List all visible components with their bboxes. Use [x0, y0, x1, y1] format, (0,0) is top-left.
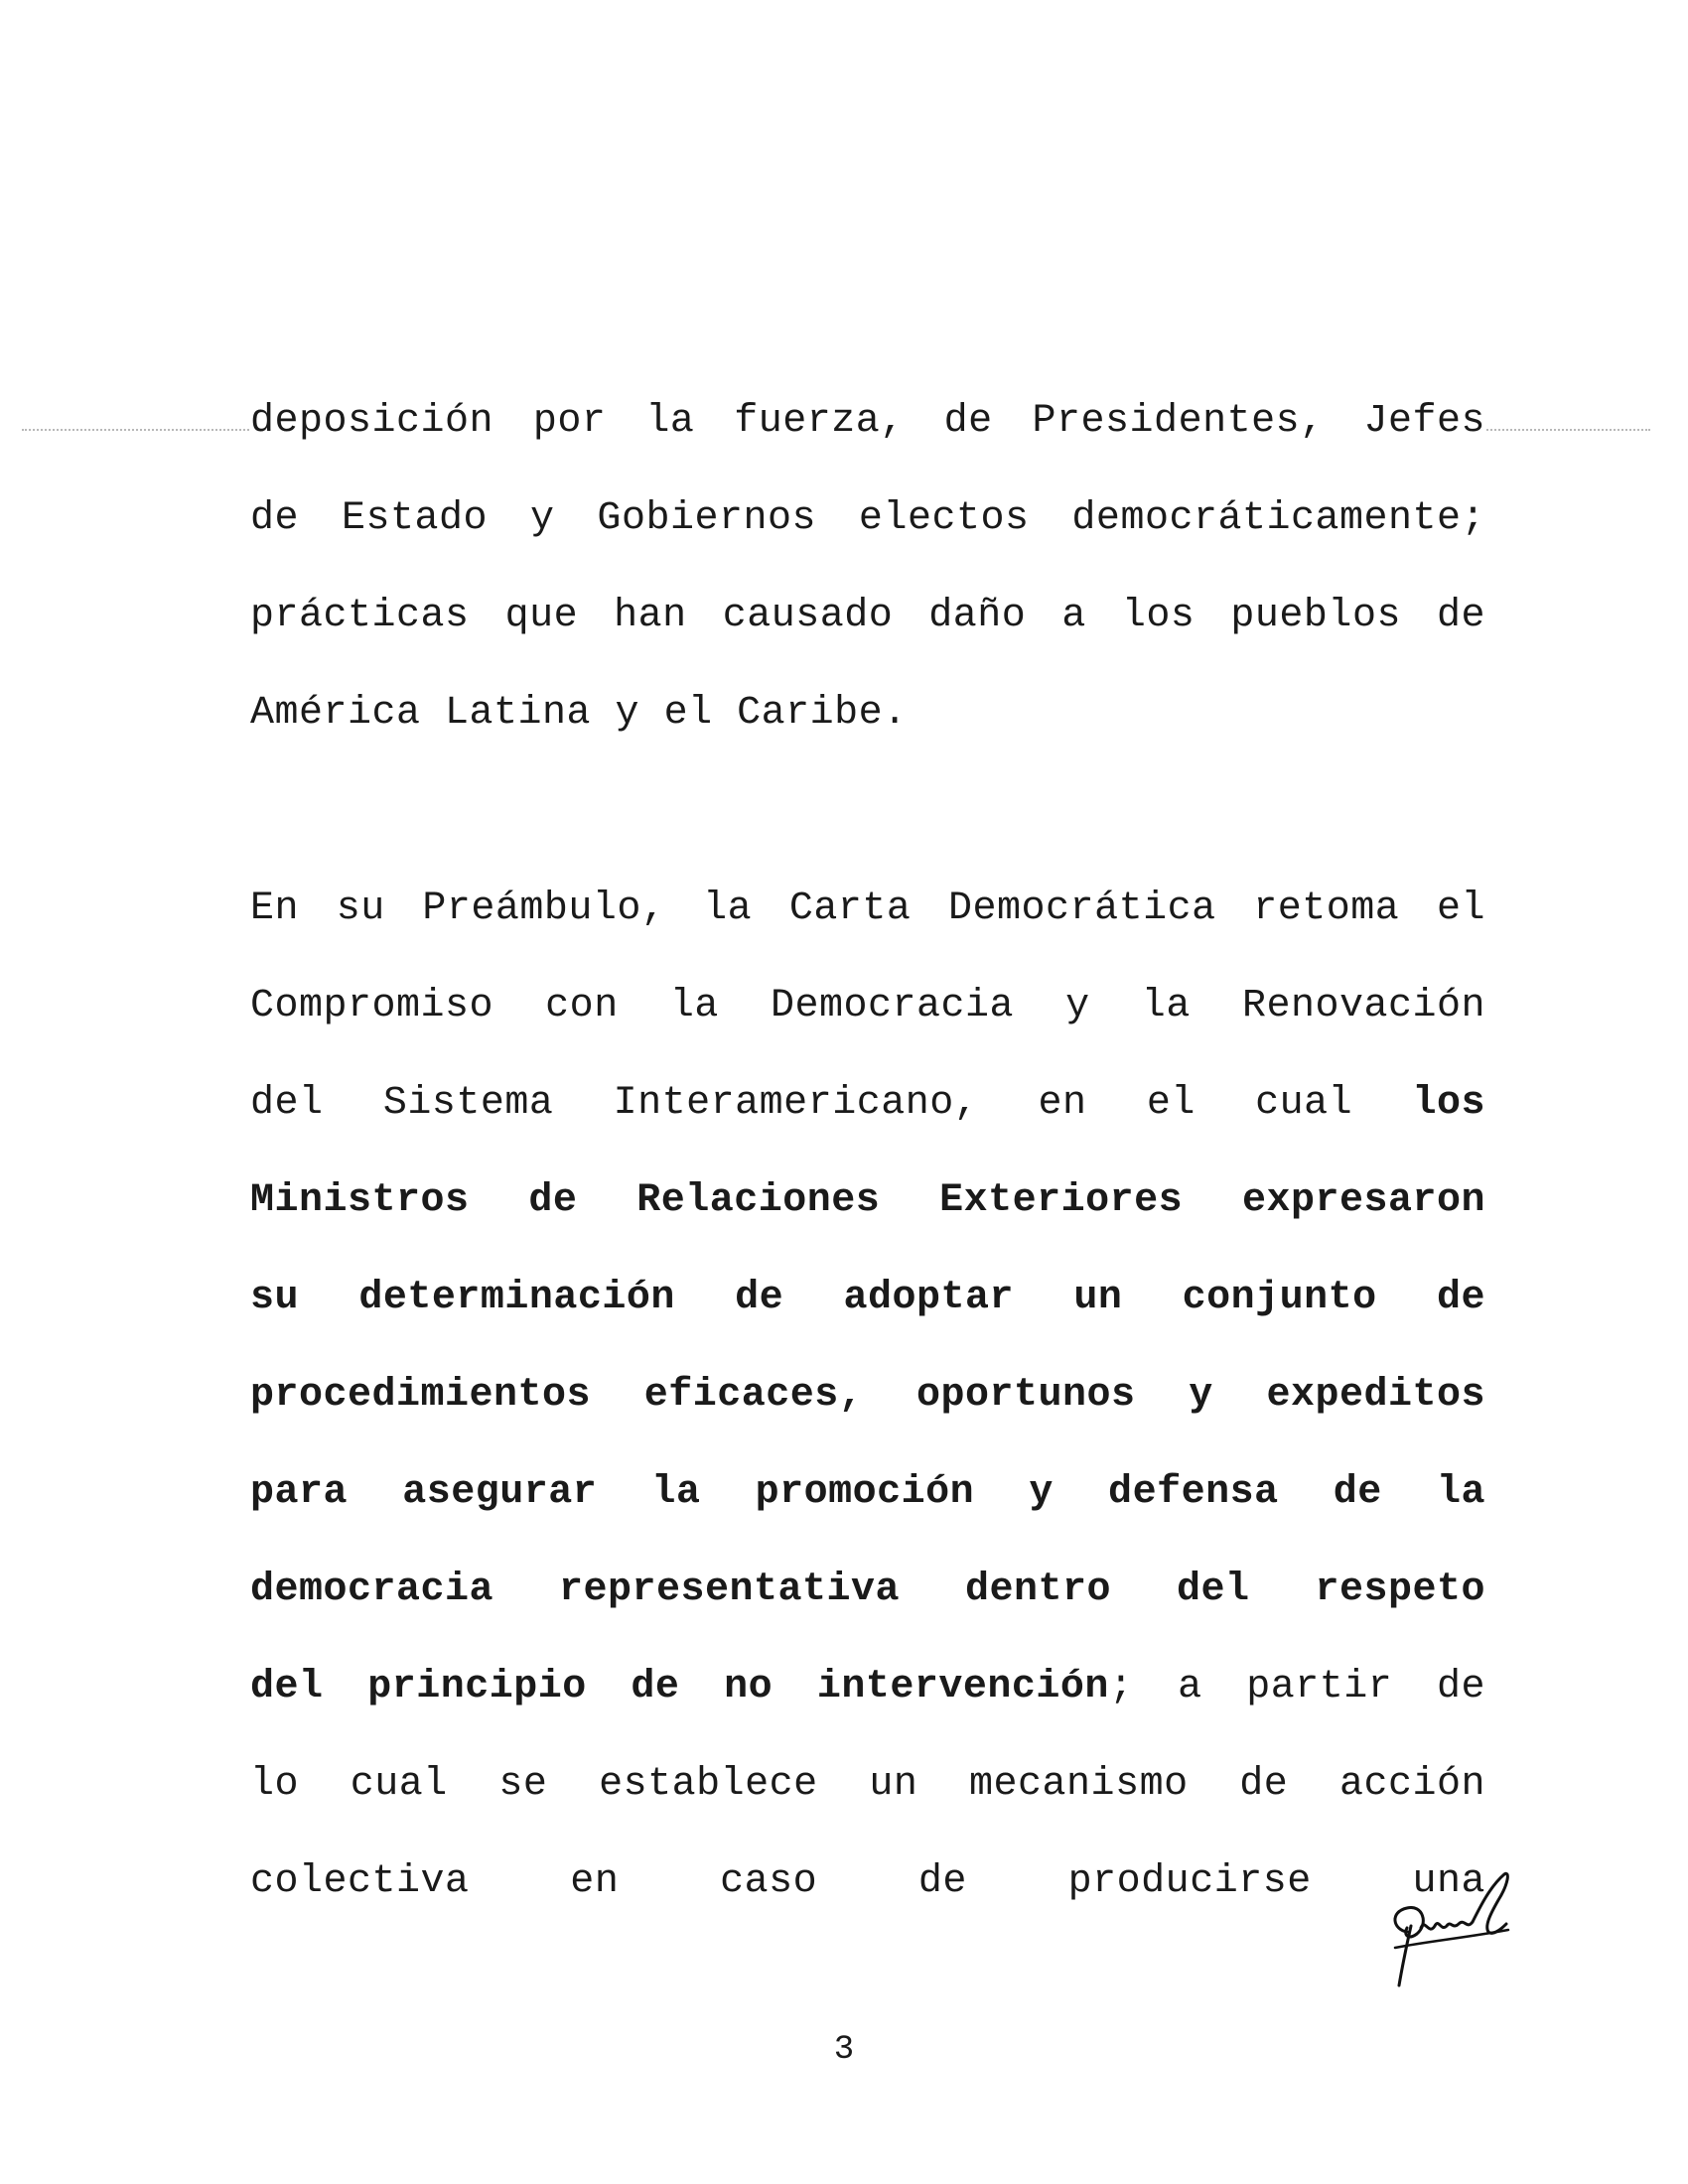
paragraph-2-line-9-text: ; a partir de	[1108, 1665, 1485, 1709]
paragraph-2-line-7: para asegurar la promoción y defensa de la	[250, 1470, 1485, 1515]
paragraph-2-line-5: su determinación de adoptar un conjunto de	[250, 1276, 1485, 1320]
paragraph-2-line-3	[250, 1074, 1485, 1134]
paragraph-2-line-8: democracia representativa dentro del respeto	[250, 1568, 1485, 1612]
paragraph-2-line-6: procedimientos eficaces, oportunos y expeditos	[250, 1373, 1485, 1418]
paragraph-2-line-3-text: del Sistema Interamericano, en el cual	[250, 1081, 1413, 1126]
paragraph-1-line-4: América Latina y el Caribe.	[250, 691, 908, 736]
paragraph-1-line-1: deposición por la fuerza, de Presidentes, Jefes	[250, 399, 1485, 444]
page-number: 3	[833, 2031, 855, 2069]
paragraph-2-line-11: colectiva en caso de producirse una	[250, 1859, 1485, 1904]
paragraph-2-line-3-bold-text: los	[1412, 1081, 1485, 1126]
paragraph-2-line-10: lo cual se establece un mecanismo de acción	[250, 1762, 1485, 1807]
paragraph-2-line-2: Compromiso con la Democracia y la Renovación	[250, 984, 1485, 1028]
paragraph-1-line-3: prácticas que han causado daño a los pueblos de	[250, 594, 1485, 638]
paragraph-2-line-9-bold-text: del principio de no intervención	[250, 1665, 1109, 1709]
paragraph-2-line-4: Ministros de Relaciones Exteriores expresaron	[250, 1178, 1485, 1223]
paragraph-2-line-9	[250, 1658, 1485, 1717]
paragraph-2-line-1: En su Preámbulo, la Carta Democrática retoma el	[250, 887, 1485, 931]
handwritten-signature	[1385, 1866, 1524, 1995]
paragraph-1-line-2: de Estado y Gobiernos electos democráticamente;	[250, 496, 1485, 541]
